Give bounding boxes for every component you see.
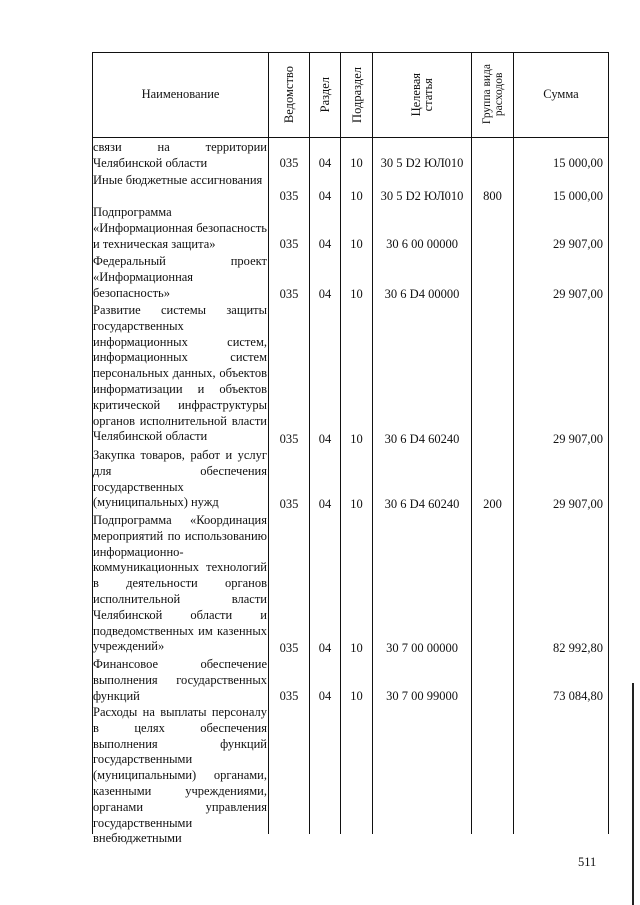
row-sum: 29 907,00 [553, 497, 603, 511]
row-section: 04 [318, 237, 332, 251]
row-name: Закупка товаров, работ и услуг для обеспечения государственных (муниципальных) нужд [93, 448, 267, 510]
row-name: связи на территории Челябинской области [93, 140, 267, 170]
row-sum: 29 907,00 [553, 287, 603, 301]
row-target: 30 6 D4 00000 [384, 287, 460, 301]
row-subsection: 10 [350, 641, 363, 655]
row-department: 035 [279, 432, 299, 446]
row-subsection: 10 [350, 287, 363, 301]
row-target: 30 7 00 99000 [386, 689, 458, 703]
row-department: 035 [279, 156, 299, 170]
row-department: 035 [279, 689, 299, 703]
row-department: 035 [279, 287, 299, 301]
row-department: 035 [279, 189, 299, 203]
row-expense-group: 200 [483, 497, 502, 511]
row-sum: 29 907,00 [553, 237, 603, 251]
row-name: Подпрограмма «Координация мероприятий по использованию информационно-коммуникационных технологий в деятельности органов исполнительной власти Челябинской области и подведомственных им казенных учреждений» [93, 513, 267, 654]
row-subsection: 10 [350, 156, 363, 170]
row-department: 035 [279, 497, 299, 511]
header-section: Раздел [318, 76, 332, 113]
header-expense-group: Группа вида расходов [480, 64, 505, 125]
row-target: 30 6 D4 60240 [384, 432, 460, 446]
row-section: 04 [318, 189, 332, 203]
row-name: Подпрограмма «Информационная безопасность и техническая защита» [93, 205, 267, 251]
row-sum: 29 907,00 [553, 432, 603, 446]
row-section: 04 [318, 497, 332, 511]
row-department: 035 [279, 237, 299, 251]
page-number: 511 [578, 855, 597, 869]
row-department: 035 [279, 641, 299, 655]
row-target: 30 6 D4 60240 [384, 497, 460, 511]
row-sum: 73 084,80 [553, 689, 603, 703]
row-sum: 82 992,80 [553, 641, 603, 655]
header-subsection: Подраздел [349, 66, 364, 123]
header-department: Ведомство [282, 65, 296, 124]
row-name: Финансовое обеспечение выполнения государственных функций [93, 657, 267, 703]
row-sum: 15 000,00 [553, 189, 603, 203]
row-target: 30 5 D2 ЮЛ010 [380, 156, 464, 170]
scan-edge-line [632, 683, 634, 905]
header-bottom-border [92, 137, 609, 138]
row-section: 04 [318, 156, 332, 170]
row-sum: 15 000,00 [553, 156, 603, 170]
row-subsection: 10 [350, 432, 363, 446]
row-section: 04 [318, 432, 332, 446]
row-section: 04 [318, 287, 332, 301]
row-subsection: 10 [350, 497, 363, 511]
header-name: Наименование [141, 87, 220, 101]
row-target: 30 5 D2 ЮЛ010 [380, 189, 464, 203]
table-border-right [608, 52, 609, 834]
header-sum: Сумма [543, 87, 579, 101]
column-divider [471, 52, 472, 834]
row-section: 04 [318, 689, 332, 703]
row-target: 30 7 00 00000 [386, 641, 458, 655]
row-name: Расходы на выплаты персоналу в целях обеспечения выполнения функций государственными (муниципальными) органами, казенными учреждениями, органами управления государственными внебюджетными [93, 705, 267, 846]
row-target: 30 6 00 00000 [386, 237, 458, 251]
row-subsection: 10 [350, 189, 363, 203]
row-name: Развитие системы защиты государственных информационных систем, информационных систем персональных данных, объектов информатизации и объектов критической инфраструктуры органов исполнительной власти Челябинской области [93, 303, 267, 444]
header-target-article: Целевая статья [409, 72, 435, 117]
row-expense-group: 800 [483, 189, 502, 203]
row-subsection: 10 [350, 237, 363, 251]
row-subsection: 10 [350, 689, 363, 703]
row-section: 04 [318, 641, 332, 655]
row-name: Иные бюджетные ассигнования [93, 173, 263, 187]
row-name: Федеральный проект «Информационная безопасность» [93, 254, 267, 300]
